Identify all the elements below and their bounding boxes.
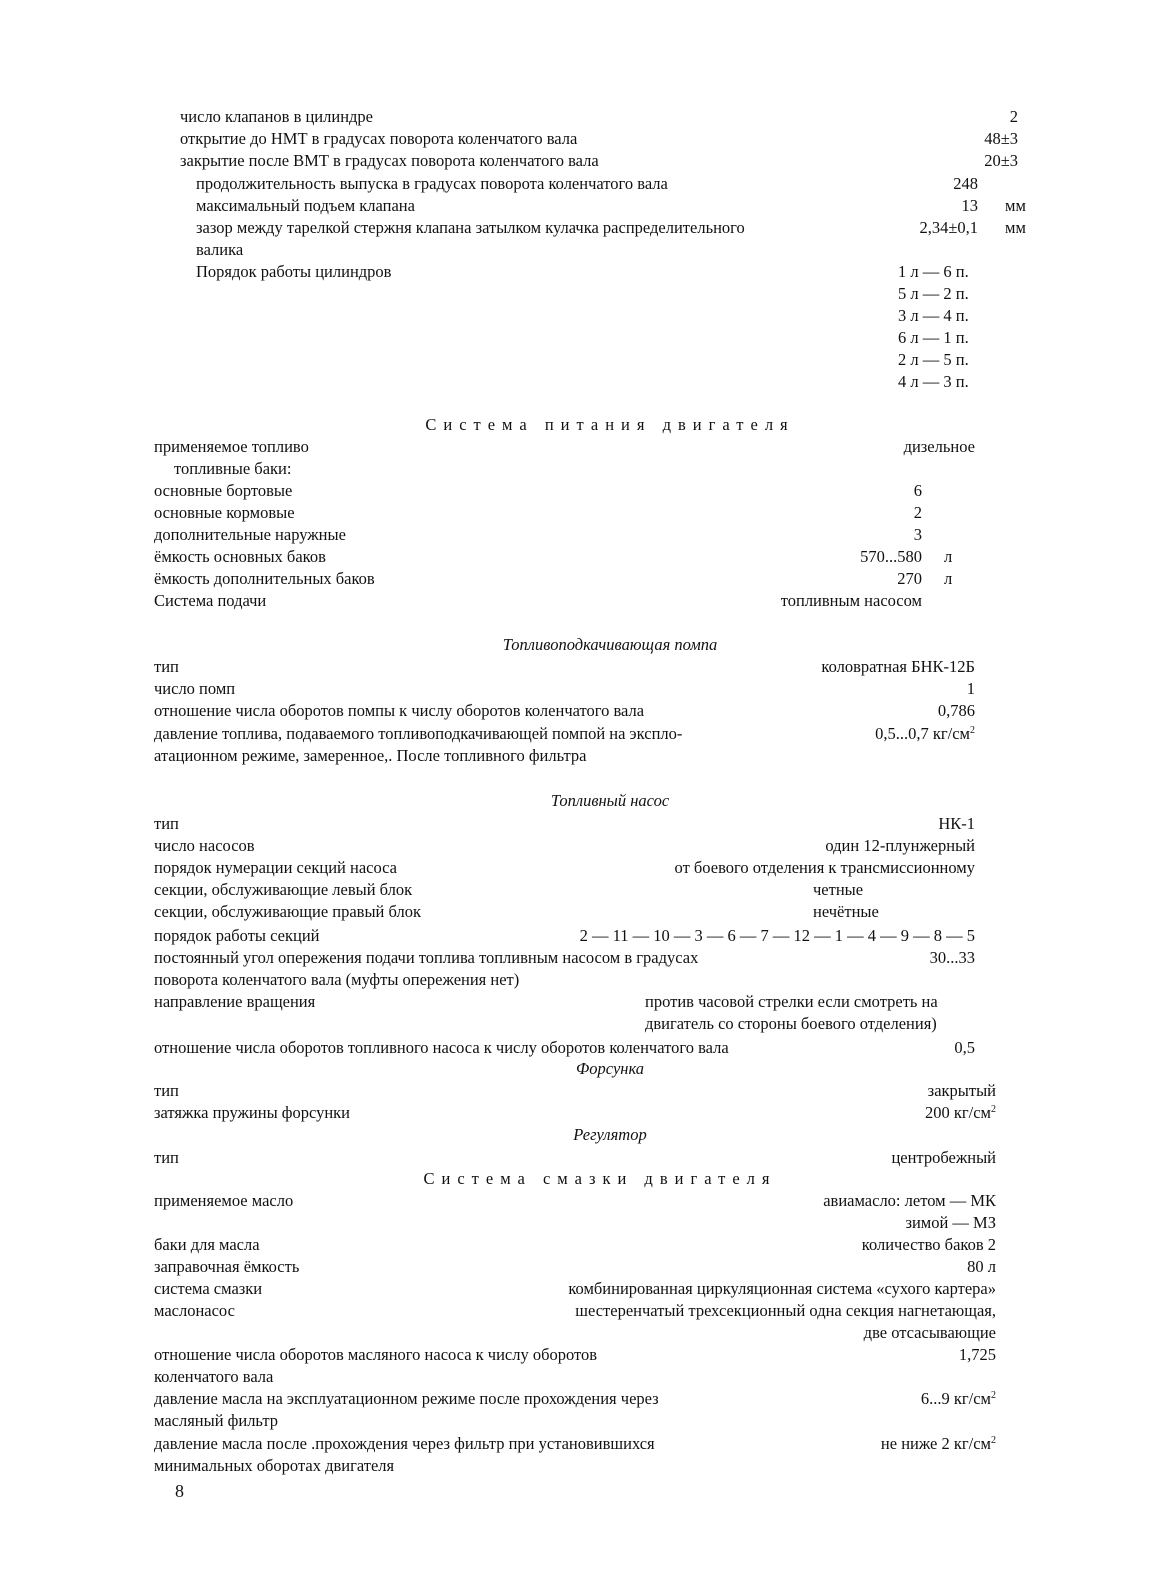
advance-angle-value: 30...33 [929,948,975,967]
stern-tanks-label: основные кормовые [154,503,295,522]
section-order-value: 2 — 11 — 10 — 3 — 6 — 7 — 12 — 1 — 4 — 9 — 8 — 5 [579,926,975,945]
injection-pump-count-label: число насосов [154,836,255,855]
injection-pump-heading: Топливный насос [550,791,670,810]
left-block-sections-value: четные [813,880,864,899]
oil-pump-ratio-label-1: отношение числа оборотов масляного насоса к числу оборотов [154,1345,598,1364]
rotation-value-1: против часовой стрелки если смотреть на [645,992,938,1011]
oil-tanks-value: количество баков 2 [861,1235,996,1254]
injector-type-value: закрытый [927,1081,996,1100]
extra-capacity-unit: л [944,569,953,588]
valve-lift-unit: мм [1005,196,1026,215]
valve-gap-label-2: валика [196,240,244,259]
injector-spring-value: 200 $кг/см^2$ [924,1103,996,1122]
cylinder-order-item: 4 л — 3 п. [898,372,969,391]
valve-gap-label-1: зазор между тарелкой стержня клапана затылком кулачка распределительного [196,218,745,237]
cylinder-order-item: 6 л — 1 п. [898,328,969,347]
valve-close-value: 20±3 [984,151,1018,170]
oil-pump-label: маслонасос [154,1301,235,1320]
section-order-label: порядок работы секций [154,926,320,945]
priming-pump-pressure-label-2: атационном режиме, замеренное,. После топливного фильтра [154,746,587,765]
rotation-label: направление вращения [154,992,316,1011]
side-tanks-label: основные бортовые [154,481,293,500]
lubrication-heading: Система смазки двигателя [423,1169,777,1188]
left-block-sections-label: секции, обслуживающие левый блок [154,880,413,899]
injector-heading: Форсунка [575,1059,645,1078]
oil-min-pressure-label-1: давление масла после .прохождения через фильтр при установившихся [154,1434,655,1453]
extra-capacity-label: ёмкость дополнительных баков [154,569,375,588]
oil-min-pressure-value: не ниже 2 $кг/см^2$ [880,1434,996,1453]
extra-tanks-label: дополнительные наружные [154,525,346,544]
oil-capacity-label: заправочная ёмкость [154,1257,300,1276]
extra-capacity-value: 270 [897,569,922,588]
oil-label: применяемое масло [154,1191,294,1210]
injector-spring-label: затяжка пружины форсунки [154,1103,351,1122]
exhaust-duration-value: 248 [953,174,978,193]
oil-pump-ratio-label-2: коленчатого вала [154,1367,274,1386]
lube-system-label: система смазки [154,1279,263,1298]
oil-min-pressure-label-2: минимальных оборотах двигателя [154,1456,395,1475]
injection-pump-count-value: один 12-плунжерный [825,836,975,855]
oil-capacity-value: 80 л [967,1257,996,1276]
fuel-system-heading: Система питания двигателя [425,415,795,434]
priming-pump-pressure-value: 0,5...0,7 $кг/см^2$ [875,724,975,743]
priming-pump-pressure-label-1: давление топлива, подаваемого топливоподкачивающей помпой на экспло- [154,724,683,743]
injection-pump-ratio-label: отношение числа оборотов топливного насоса к числу оборотов коленчатого вала [154,1038,729,1057]
advance-angle-label-2: поворота коленчатого вала (муфты опережения нет) [154,970,520,989]
section-numbering-label: порядок нумерации секций насоса [154,858,397,877]
cylinder-order-item: 5 л — 2 п. [898,284,969,303]
governor-heading: Регулятор [573,1125,647,1144]
page-number: 8 [175,1481,184,1501]
main-capacity-label: ёмкость основных баков [154,547,326,566]
valve-lift-value: 13 [961,196,978,215]
valve-count-label: число клапанов в цилиндре [180,107,374,126]
rotation-value-2: двигатель со стороны боевого отделения) [645,1014,937,1033]
priming-pump-count-label: число помп [154,679,236,698]
governor-type-value: центробежный [891,1148,996,1167]
oil-pressure-label-1: давление масла на эксплуатационном режиме после прохождения через [154,1389,659,1408]
injector-type-label: тип [154,1081,179,1100]
governor-type-label: тип [154,1148,179,1167]
oil-pump-value-2: две отсасывающие [863,1323,996,1342]
valve-gap-value: 2,34±0,1 [919,218,978,237]
cylinder-order-item: 3 л — 4 п. [898,306,969,325]
valve-count-value: 2 [1009,107,1018,126]
fuel-label: применяемое топливо [154,437,309,456]
valve-open-value: 48±3 [984,129,1018,148]
cylinder-order-item: 2 л — 5 п. [898,350,969,369]
oil-pump-ratio-value: 1,725 [958,1345,996,1364]
extra-tanks-value: 3 [913,525,922,544]
priming-pump-ratio-label: отношение числа оборотов помпы к числу оборотов коленчатого вала [154,701,645,720]
section-numbering-value: от боевого отделения к трансмиссионному [674,858,975,877]
priming-pump-count-value: 1 [966,679,975,698]
right-block-sections-label: секции, обслуживающие правый блок [154,902,421,921]
advance-angle-label-1: постоянный угол опережения подачи топлива топливным насосом в градусах [154,948,699,967]
valve-close-label: закрытие после ВМТ в градусах поворота коленчатого вала [180,151,599,170]
oil-pressure-value: 6...9 $кг/см^2$ [920,1389,996,1408]
injection-pump-type-label: тип [154,814,179,833]
feed-system-label: Система подачи [154,591,267,610]
oil-pump-value-1: шестеренчатый трехсекционный одна секция нагнетающая, [575,1301,996,1320]
injection-pump-ratio-value: 0,5 [954,1038,975,1057]
exhaust-duration-label: продолжительность выпуска в градусах поворота коленчатого вала [196,174,668,193]
valve-gap-unit: мм [1005,218,1026,237]
main-capacity-unit: л [944,547,953,566]
fuel-tanks-label: топливные баки: [174,459,292,478]
oil-pressure-label-2: масляный фильтр [154,1411,278,1430]
valve-open-label: открытие до НМТ в градусах поворота коленчатого вала [180,129,578,148]
oil-value-summer: авиамасло: летом — МК [823,1191,996,1210]
fuel-value: дизельное [903,437,975,456]
stern-tanks-value: 2 [913,503,922,522]
priming-pump-ratio-value: 0,786 [937,701,975,720]
priming-pump-heading: Топливоподкачивающая помпа [502,635,718,654]
valve-lift-label: максимальный подъем клапана [196,196,415,215]
oil-value-winter: зимой — МЗ [905,1213,996,1232]
priming-pump-type-label: тип [154,657,179,676]
side-tanks-value: 6 [913,481,922,500]
main-capacity-value: 570...580 [860,547,922,566]
cylinder-order-item: 1 л — 6 п. [898,262,969,281]
oil-tanks-label: баки для масла [154,1235,260,1254]
injection-pump-type-value: НК-1 [938,814,975,833]
priming-pump-type-value: коловратная БНК-12Б [821,657,975,676]
right-block-sections-value: нечётные [813,902,879,921]
lube-system-value: комбинированная циркуляционная система «сухого картера» [568,1279,996,1298]
cylinder-order-label: Порядок работы цилиндров [196,262,392,281]
feed-system-value: топливным насосом [780,591,922,610]
